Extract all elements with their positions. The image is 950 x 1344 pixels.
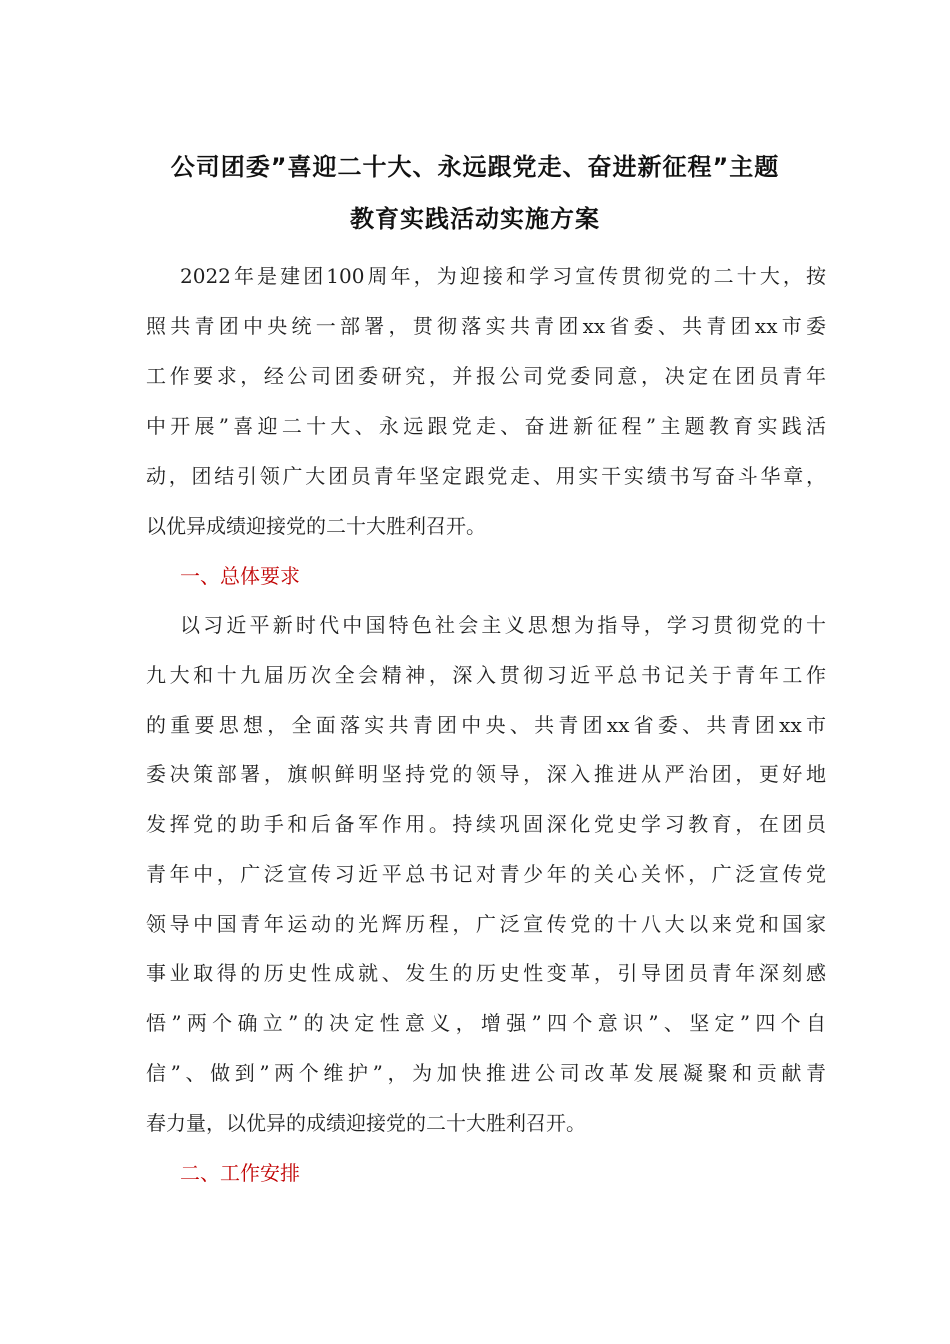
section1-paragraph-line: 九大和十九届历次全会精神，深入贯彻习近平总书记关于青年工作 <box>146 663 826 687</box>
section1-paragraph-line: 发挥党的助手和后备军作用。持续巩固深化党史学习教育，在团员 <box>146 812 826 836</box>
section1-paragraph-line: 领导中国青年运动的光辉历程，广泛宣传党的十八大以来党和国家 <box>146 912 826 936</box>
section1-paragraph-line: 的重要思想，全面落实共青团中央、共青团xx省委、共青团xx市 <box>146 713 826 737</box>
section1-paragraph-line: 以习近平新时代中国特色社会主义思想为指导，学习贯彻党的十 <box>180 613 826 637</box>
intro-paragraph-line: 中开展”喜迎二十大、永远跟党走、奋进新征程”主题教育实践活 <box>146 414 826 438</box>
intro-paragraph-line: 2022年是建团100周年，为迎接和学习宣传贯彻党的二十大，按 <box>180 264 826 288</box>
intro-paragraph-line: 以优异成绩迎接党的二十大胜利召开。 <box>146 514 486 538</box>
intro-paragraph-line: 工作要求，经公司团委研究，并报公司党委同意，决定在团员青年 <box>146 364 826 388</box>
section-heading-general-requirements: 一、总体要求 <box>180 564 300 588</box>
document-title-line-1: 公司团委”喜迎二十大、永远跟党走、奋进新征程”主题 <box>170 153 780 181</box>
section1-paragraph-line: 春力量，以优异的成绩迎接党的二十大胜利召开。 <box>146 1111 586 1135</box>
document-title-line-2: 教育实践活动实施方案 <box>350 205 600 233</box>
section1-paragraph-line: 信”、做到”两个维护”，为加快推进公司改革发展凝聚和贡献青 <box>146 1061 826 1085</box>
section1-paragraph-line: 青年中，广泛宣传习近平总书记对青少年的关心关怀，广泛宣传党 <box>146 862 826 886</box>
section1-paragraph-line: 事业取得的历史性成就、发生的历史性变革，引导团员青年深刻感 <box>146 961 826 985</box>
intro-paragraph-line: 动，团结引领广大团员青年坚定跟党走、用实干实绩书写奋斗华章， <box>146 464 826 488</box>
section1-paragraph-line: 悟”两个确立”的决定性意义，增强”四个意识”、坚定”四个自 <box>146 1011 826 1035</box>
intro-paragraph-line: 照共青团中央统一部署，贯彻落实共青团xx省委、共青团xx市委 <box>146 314 826 338</box>
section-heading-work-arrangement: 二、工作安排 <box>180 1161 300 1185</box>
section1-paragraph-line: 委决策部署，旗帜鲜明坚持党的领导，深入推进从严治团，更好地 <box>146 762 826 786</box>
